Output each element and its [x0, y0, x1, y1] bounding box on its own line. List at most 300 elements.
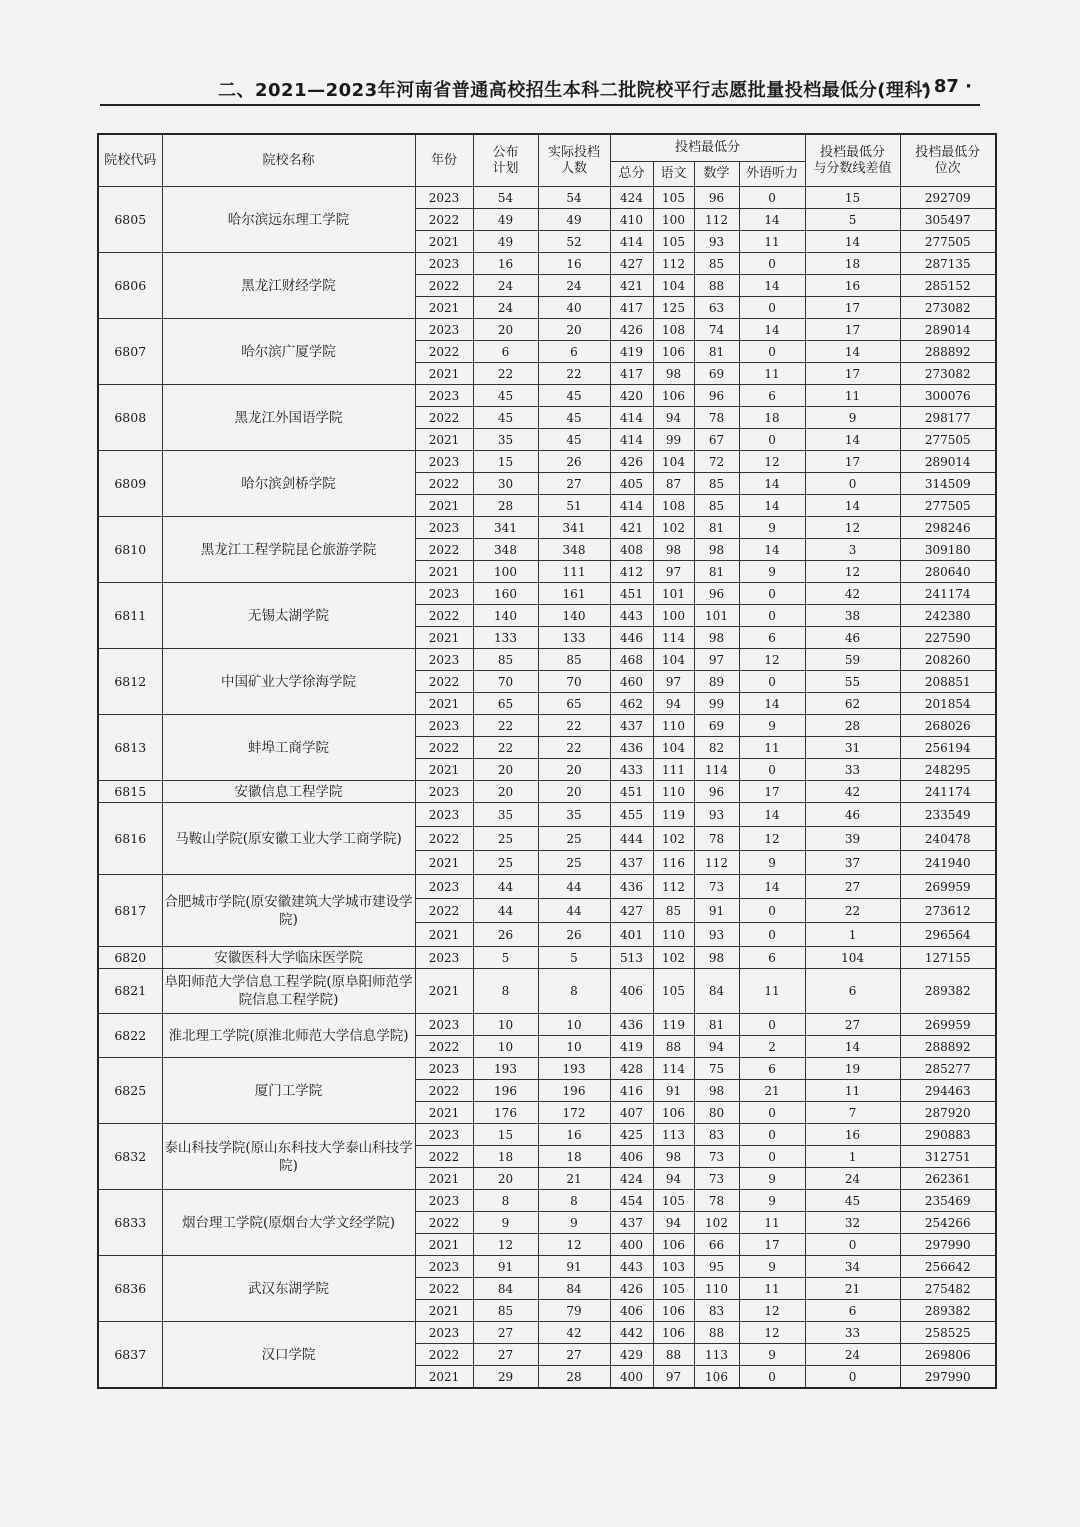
- cell-plan: 16: [473, 253, 538, 275]
- cell-total: 462: [610, 693, 653, 715]
- cell-plan: 45: [473, 407, 538, 429]
- cell-chinese: 125: [653, 297, 694, 319]
- table-row: [98, 187, 996, 209]
- cell-actual: 10: [538, 1014, 610, 1036]
- cell-actual: 133: [538, 627, 610, 649]
- cell-diff: 19: [805, 1058, 900, 1080]
- table-row: [98, 1058, 996, 1080]
- cell-actual: 85: [538, 649, 610, 671]
- school-name: 中国矿业大学徐海学院: [162, 649, 415, 715]
- cell-diff: 46: [805, 627, 900, 649]
- cell-actual: 196: [538, 1080, 610, 1102]
- cell-rank: 285277: [900, 1058, 996, 1080]
- cell-actual: 111: [538, 561, 610, 583]
- cell-math: 88: [694, 1322, 739, 1344]
- school-name: 黑龙江外国语学院: [162, 385, 415, 451]
- table-row: [98, 947, 996, 969]
- cell-listening: 11: [739, 1278, 805, 1300]
- cell-total: 436: [610, 1014, 653, 1036]
- school-code: 6832: [98, 1124, 162, 1190]
- admission-score-table: [97, 133, 997, 1389]
- cell-math: 96: [694, 781, 739, 803]
- cell-year: 2023: [415, 1256, 473, 1278]
- cell-math: 81: [694, 341, 739, 363]
- cell-chinese: 112: [653, 253, 694, 275]
- cell-total: 446: [610, 627, 653, 649]
- cell-year: 2021: [415, 231, 473, 253]
- table-row: [98, 803, 996, 827]
- cell-diff: 16: [805, 1124, 900, 1146]
- cell-math: 63: [694, 297, 739, 319]
- cell-chinese: 87: [653, 473, 694, 495]
- cell-year: 2021: [415, 759, 473, 781]
- cell-chinese: 110: [653, 923, 694, 947]
- table-row: [98, 649, 996, 671]
- cell-year: 2022: [415, 827, 473, 851]
- cell-total: 419: [610, 1036, 653, 1058]
- cell-chinese: 112: [653, 875, 694, 899]
- cell-actual: 84: [538, 1278, 610, 1300]
- cell-chinese: 108: [653, 319, 694, 341]
- cell-plan: 10: [473, 1036, 538, 1058]
- cell-listening: 12: [739, 649, 805, 671]
- cell-total: 417: [610, 363, 653, 385]
- cell-actual: 49: [538, 209, 610, 231]
- cell-rank: 262361: [900, 1168, 996, 1190]
- table-row: [98, 583, 996, 605]
- cell-math: 75: [694, 1058, 739, 1080]
- cell-chinese: 104: [653, 649, 694, 671]
- cell-actual: 9: [538, 1212, 610, 1234]
- cell-rank: 296564: [900, 923, 996, 947]
- school-name: 泰山科技学院(原山东科技大学泰山科技学院): [162, 1124, 415, 1190]
- cell-chinese: 105: [653, 231, 694, 253]
- cell-chinese: 105: [653, 1190, 694, 1212]
- cell-actual: 79: [538, 1300, 610, 1322]
- cell-diff: 22: [805, 899, 900, 923]
- cell-total: 437: [610, 715, 653, 737]
- table-row: [98, 253, 996, 275]
- table-row: [98, 1256, 996, 1278]
- cell-listening: 9: [739, 1256, 805, 1278]
- cell-chinese: 108: [653, 495, 694, 517]
- cell-plan: 22: [473, 737, 538, 759]
- cell-year: 2023: [415, 253, 473, 275]
- cell-math: 85: [694, 473, 739, 495]
- cell-listening: 0: [739, 1366, 805, 1389]
- cell-math: 81: [694, 517, 739, 539]
- cell-rank: 312751: [900, 1146, 996, 1168]
- cell-rank: 285152: [900, 275, 996, 297]
- cell-math: 72: [694, 451, 739, 473]
- cell-math: 85: [694, 495, 739, 517]
- cell-listening: 0: [739, 253, 805, 275]
- cell-chinese: 105: [653, 187, 694, 209]
- school-name: 黑龙江工程学院昆仑旅游学院: [162, 517, 415, 583]
- table-row: [98, 385, 996, 407]
- cell-plan: 30: [473, 473, 538, 495]
- header-name: 院校名称: [162, 134, 415, 187]
- cell-diff: 14: [805, 231, 900, 253]
- cell-listening: 0: [739, 297, 805, 319]
- cell-total: 429: [610, 1344, 653, 1366]
- cell-year: 2022: [415, 737, 473, 759]
- cell-year: 2023: [415, 947, 473, 969]
- cell-plan: 65: [473, 693, 538, 715]
- cell-plan: 91: [473, 1256, 538, 1278]
- cell-total: 433: [610, 759, 653, 781]
- cell-math: 85: [694, 253, 739, 275]
- cell-total: 406: [610, 969, 653, 1014]
- cell-diff: 34: [805, 1256, 900, 1278]
- cell-total: 414: [610, 495, 653, 517]
- cell-listening: 17: [739, 1234, 805, 1256]
- cell-total: 401: [610, 923, 653, 947]
- cell-chinese: 106: [653, 385, 694, 407]
- cell-actual: 35: [538, 803, 610, 827]
- cell-chinese: 99: [653, 429, 694, 451]
- cell-total: 427: [610, 899, 653, 923]
- cell-listening: 14: [739, 693, 805, 715]
- cell-rank: 275482: [900, 1278, 996, 1300]
- cell-rank: 287135: [900, 253, 996, 275]
- cell-total: 421: [610, 517, 653, 539]
- cell-year: 2022: [415, 539, 473, 561]
- cell-actual: 26: [538, 923, 610, 947]
- cell-total: 436: [610, 737, 653, 759]
- cell-total: 417: [610, 297, 653, 319]
- cell-plan: 140: [473, 605, 538, 627]
- school-name: 无锡太湖学院: [162, 583, 415, 649]
- cell-year: 2023: [415, 715, 473, 737]
- cell-listening: 11: [739, 231, 805, 253]
- cell-math: 99: [694, 693, 739, 715]
- cell-actual: 28: [538, 1366, 610, 1389]
- cell-rank: 309180: [900, 539, 996, 561]
- cell-diff: 27: [805, 1014, 900, 1036]
- cell-math: 93: [694, 803, 739, 827]
- cell-plan: 22: [473, 715, 538, 737]
- cell-total: 443: [610, 1256, 653, 1278]
- cell-total: 416: [610, 1080, 653, 1102]
- cell-chinese: 106: [653, 1300, 694, 1322]
- cell-listening: 17: [739, 781, 805, 803]
- cell-rank: 288892: [900, 1036, 996, 1058]
- table-row: [98, 319, 996, 341]
- header-rule: [100, 104, 980, 106]
- school-name: 厦门工学院: [162, 1058, 415, 1124]
- cell-listening: 9: [739, 1344, 805, 1366]
- cell-year: 2022: [415, 1080, 473, 1102]
- cell-math: 96: [694, 385, 739, 407]
- cell-actual: 45: [538, 407, 610, 429]
- cell-year: 2023: [415, 1058, 473, 1080]
- cell-diff: 17: [805, 319, 900, 341]
- cell-plan: 20: [473, 781, 538, 803]
- cell-chinese: 97: [653, 561, 694, 583]
- cell-math: 102: [694, 1212, 739, 1234]
- cell-listening: 0: [739, 187, 805, 209]
- school-name: 马鞍山学院(原安徽工业大学工商学院): [162, 803, 415, 875]
- cell-total: 468: [610, 649, 653, 671]
- cell-math: 67: [694, 429, 739, 451]
- cell-total: 400: [610, 1366, 653, 1389]
- cell-listening: 9: [739, 715, 805, 737]
- cell-diff: 14: [805, 1036, 900, 1058]
- cell-listening: 9: [739, 1168, 805, 1190]
- cell-plan: 100: [473, 561, 538, 583]
- cell-rank: 233549: [900, 803, 996, 827]
- cell-total: 407: [610, 1102, 653, 1124]
- cell-listening: 12: [739, 1300, 805, 1322]
- cell-math: 69: [694, 715, 739, 737]
- cell-diff: 3: [805, 539, 900, 561]
- cell-rank: 240478: [900, 827, 996, 851]
- cell-listening: 18: [739, 407, 805, 429]
- cell-rank: 298177: [900, 407, 996, 429]
- cell-diff: 42: [805, 781, 900, 803]
- page-header: [100, 72, 980, 108]
- cell-chinese: 106: [653, 1322, 694, 1344]
- cell-total: 451: [610, 583, 653, 605]
- table-row: [98, 1124, 996, 1146]
- cell-math: 98: [694, 1080, 739, 1102]
- cell-actual: 51: [538, 495, 610, 517]
- cell-listening: 0: [739, 1124, 805, 1146]
- cell-math: 78: [694, 1190, 739, 1212]
- cell-plan: 133: [473, 627, 538, 649]
- school-code: 6820: [98, 947, 162, 969]
- cell-rank: 248295: [900, 759, 996, 781]
- school-code: 6813: [98, 715, 162, 781]
- cell-actual: 44: [538, 875, 610, 899]
- cell-listening: 14: [739, 275, 805, 297]
- school-name: 哈尔滨广厦学院: [162, 319, 415, 385]
- cell-listening: 0: [739, 429, 805, 451]
- school-code: 6809: [98, 451, 162, 517]
- cell-diff: 39: [805, 827, 900, 851]
- header-plan: 公布 计划: [473, 134, 538, 187]
- cell-listening: 11: [739, 1212, 805, 1234]
- cell-rank: 127155: [900, 947, 996, 969]
- cell-chinese: 91: [653, 1080, 694, 1102]
- cell-rank: 268026: [900, 715, 996, 737]
- cell-year: 2022: [415, 341, 473, 363]
- cell-total: 460: [610, 671, 653, 693]
- page-title: 二、2021—2023年河南省普通高校招生本科二批院校平行志愿批量投档最低分(理科): [218, 80, 932, 101]
- cell-chinese: 119: [653, 1014, 694, 1036]
- cell-chinese: 104: [653, 275, 694, 297]
- cell-year: 2021: [415, 561, 473, 583]
- cell-plan: 44: [473, 899, 538, 923]
- cell-rank: 241174: [900, 583, 996, 605]
- cell-year: 2023: [415, 187, 473, 209]
- school-code: 6836: [98, 1256, 162, 1322]
- cell-year: 2021: [415, 297, 473, 319]
- cell-actual: 20: [538, 759, 610, 781]
- cell-total: 443: [610, 605, 653, 627]
- cell-actual: 27: [538, 1344, 610, 1366]
- cell-rank: 290883: [900, 1124, 996, 1146]
- cell-year: 2021: [415, 429, 473, 451]
- cell-total: 451: [610, 781, 653, 803]
- cell-listening: 6: [739, 1058, 805, 1080]
- cell-diff: 104: [805, 947, 900, 969]
- cell-listening: 0: [739, 605, 805, 627]
- cell-diff: 55: [805, 671, 900, 693]
- cell-chinese: 98: [653, 1146, 694, 1168]
- cell-listening: 0: [739, 1102, 805, 1124]
- cell-rank: 297990: [900, 1366, 996, 1389]
- cell-total: 424: [610, 1168, 653, 1190]
- cell-actual: 348: [538, 539, 610, 561]
- cell-plan: 84: [473, 1278, 538, 1300]
- header-total: 总分: [610, 162, 653, 187]
- cell-actual: 16: [538, 253, 610, 275]
- cell-actual: 18: [538, 1146, 610, 1168]
- cell-total: 436: [610, 875, 653, 899]
- cell-rank: 288892: [900, 341, 996, 363]
- cell-year: 2023: [415, 1322, 473, 1344]
- cell-total: 414: [610, 407, 653, 429]
- cell-listening: 0: [739, 759, 805, 781]
- cell-plan: 12: [473, 1234, 538, 1256]
- school-code: 6837: [98, 1322, 162, 1389]
- cell-total: 424: [610, 187, 653, 209]
- cell-year: 2022: [415, 899, 473, 923]
- cell-year: 2022: [415, 671, 473, 693]
- school-name: 蚌埠工商学院: [162, 715, 415, 781]
- cell-plan: 341: [473, 517, 538, 539]
- cell-plan: 27: [473, 1322, 538, 1344]
- cell-math: 113: [694, 1344, 739, 1366]
- cell-chinese: 102: [653, 947, 694, 969]
- cell-plan: 49: [473, 209, 538, 231]
- page-number: · 87 ·: [920, 76, 972, 97]
- cell-chinese: 102: [653, 517, 694, 539]
- cell-plan: 20: [473, 759, 538, 781]
- cell-math: 83: [694, 1124, 739, 1146]
- cell-diff: 24: [805, 1344, 900, 1366]
- cell-chinese: 104: [653, 737, 694, 759]
- cell-rank: 273082: [900, 363, 996, 385]
- cell-plan: 70: [473, 671, 538, 693]
- cell-rank: 294463: [900, 1080, 996, 1102]
- cell-actual: 22: [538, 363, 610, 385]
- school-name: 合肥城市学院(原安徽建筑大学城市建设学院): [162, 875, 415, 947]
- cell-rank: 289014: [900, 451, 996, 473]
- cell-math: 98: [694, 539, 739, 561]
- cell-math: 112: [694, 209, 739, 231]
- cell-math: 96: [694, 583, 739, 605]
- cell-chinese: 116: [653, 851, 694, 875]
- cell-year: 2022: [415, 1146, 473, 1168]
- cell-actual: 172: [538, 1102, 610, 1124]
- cell-listening: 0: [739, 1146, 805, 1168]
- cell-plan: 348: [473, 539, 538, 561]
- cell-plan: 9: [473, 1212, 538, 1234]
- cell-listening: 21: [739, 1080, 805, 1102]
- cell-math: 73: [694, 1168, 739, 1190]
- cell-year: 2022: [415, 473, 473, 495]
- cell-diff: 11: [805, 385, 900, 407]
- cell-plan: 25: [473, 827, 538, 851]
- cell-year: 2021: [415, 1102, 473, 1124]
- cell-diff: 32: [805, 1212, 900, 1234]
- cell-math: 110: [694, 1278, 739, 1300]
- cell-math: 96: [694, 187, 739, 209]
- cell-math: 112: [694, 851, 739, 875]
- cell-chinese: 98: [653, 539, 694, 561]
- cell-actual: 27: [538, 473, 610, 495]
- cell-year: 2023: [415, 451, 473, 473]
- cell-math: 114: [694, 759, 739, 781]
- cell-actual: 6: [538, 341, 610, 363]
- cell-year: 2023: [415, 1190, 473, 1212]
- cell-plan: 20: [473, 1168, 538, 1190]
- cell-rank: 241174: [900, 781, 996, 803]
- cell-actual: 91: [538, 1256, 610, 1278]
- cell-listening: 14: [739, 473, 805, 495]
- cell-total: 419: [610, 341, 653, 363]
- cell-total: 425: [610, 1124, 653, 1146]
- cell-rank: 227590: [900, 627, 996, 649]
- table-row: [98, 1190, 996, 1212]
- cell-chinese: 102: [653, 827, 694, 851]
- cell-plan: 196: [473, 1080, 538, 1102]
- table-row: [98, 1322, 996, 1344]
- cell-chinese: 106: [653, 1234, 694, 1256]
- cell-actual: 25: [538, 851, 610, 875]
- cell-listening: 0: [739, 341, 805, 363]
- cell-total: 408: [610, 539, 653, 561]
- cell-total: 427: [610, 253, 653, 275]
- cell-diff: 46: [805, 803, 900, 827]
- cell-plan: 85: [473, 1300, 538, 1322]
- cell-math: 73: [694, 1146, 739, 1168]
- cell-plan: 54: [473, 187, 538, 209]
- cell-math: 101: [694, 605, 739, 627]
- cell-rank: 277505: [900, 429, 996, 451]
- cell-year: 2023: [415, 517, 473, 539]
- cell-plan: 8: [473, 1190, 538, 1212]
- school-code: 6805: [98, 187, 162, 253]
- cell-year: 2023: [415, 319, 473, 341]
- cell-plan: 22: [473, 363, 538, 385]
- cell-total: 513: [610, 947, 653, 969]
- table-row: [98, 715, 996, 737]
- cell-chinese: 110: [653, 781, 694, 803]
- cell-actual: 25: [538, 827, 610, 851]
- cell-actual: 20: [538, 781, 610, 803]
- table-row: [98, 875, 996, 899]
- cell-math: 89: [694, 671, 739, 693]
- cell-math: 94: [694, 1036, 739, 1058]
- cell-total: 454: [610, 1190, 653, 1212]
- cell-rank: 208851: [900, 671, 996, 693]
- cell-chinese: 94: [653, 1212, 694, 1234]
- cell-math: 78: [694, 407, 739, 429]
- cell-year: 2021: [415, 495, 473, 517]
- cell-actual: 20: [538, 319, 610, 341]
- cell-plan: 24: [473, 297, 538, 319]
- cell-plan: 15: [473, 451, 538, 473]
- cell-rank: 241940: [900, 851, 996, 875]
- cell-diff: 17: [805, 451, 900, 473]
- cell-listening: 0: [739, 671, 805, 693]
- table-row: [98, 1014, 996, 1036]
- cell-diff: 45: [805, 1190, 900, 1212]
